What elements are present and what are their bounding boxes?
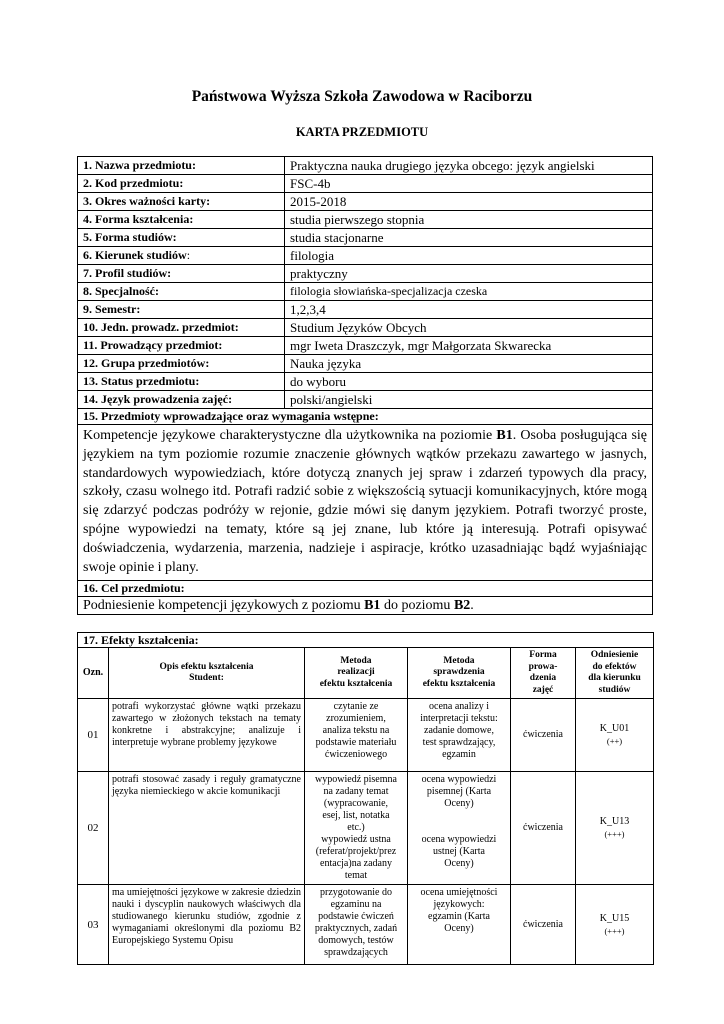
assessment-method: ocena analizy i interpretacji tekstu: zadanie domowe, test sprawdzający, egzamin [420,701,498,760]
info-label-suffix: : [186,248,191,262]
info-label-text: 7. Profil studiów: [83,266,172,280]
info-label [78,319,285,337]
info-label-text: 5. Forma studiów: [83,230,177,244]
info-value: studia stacjonarne [285,229,653,247]
info-label-text: 6. Kierunek studiów [83,248,187,262]
info-label-text: 1. Nazwa przedmiotu: [83,158,196,172]
info-label [78,175,285,193]
info-row [78,175,653,193]
reference-cell [576,885,654,965]
goal-text-mid: do poziomu [380,598,454,614]
reference-cell [576,772,654,885]
realization-method: przygotowanie do egzaminu na podstawie ćwiczeń praktycznych, zadań domowych, testów sprawdzających [305,885,408,965]
info-value: polski/angielski [285,391,653,409]
assessment-written: ocena wypowiedzi pisemnej (Karta Oceny) [421,774,497,809]
section-15-heading-row [78,409,653,425]
col-header-realizacja: Metoda realizacji efektu kształcenia [305,648,408,699]
outcome-row [78,772,654,885]
info-label-text: 4. Forma kształcenia: [83,212,194,226]
info-row [78,391,653,409]
realization-method: wypowiedź pisemna na zadany temat (wypracowanie, esej, list, notatka etc.) wypowiedź ustna (referat/projekt/prez entacja)na zadany temat [305,772,408,885]
info-label [78,373,285,391]
course-info-table [77,156,653,615]
info-label [78,247,285,265]
reference-strength: (++) [606,736,623,746]
info-row [78,373,653,391]
outcome-code: 03 [78,885,109,965]
info-row [78,265,653,283]
institution-name: Państwowa Wyższa Szkoła Zawodowa w Raciborzu [191,88,533,105]
info-label [78,265,285,283]
reference-strength: (+++) [604,925,625,936]
col-header-sprawdzenie: Metoda sprawdzenia efektu kształcenia [408,648,511,699]
col-header-ozn: Ozn. [78,648,109,699]
info-label [78,229,285,247]
class-form: ćwiczenia [511,772,576,885]
info-label [78,391,285,409]
reference-strength: (+++) [604,829,625,839]
assessment-cell [408,772,511,885]
section-15-heading: 15. Przedmioty wprowadzające oraz wymagania wstępne: [78,409,653,425]
info-label [78,355,285,373]
goal-text-start: Podniesienie kompetencji językowych z poziomu [83,598,365,614]
info-row [78,283,653,301]
info-label-text: 3. Okres ważności karty: [83,194,211,208]
col-header-odniesienie: Odniesienie do efektów dla kierunku studiów [576,648,654,699]
info-row [78,193,653,211]
prereq-text-start: Kompetencje językowe charakterystyczne dla użytkownika na poziomie [83,428,497,443]
info-value: do wyboru [285,373,653,391]
goal-level-from: B1 [364,598,381,614]
reference-code: K_U15 [599,912,630,924]
info-label-text: 9. Semestr: [83,302,141,316]
section-17-heading: 17. Efekty kształcenia: [78,633,654,648]
col-header-opis: Opis efektu kształcenia Student: [109,648,305,699]
info-value: praktyczny [285,265,653,283]
info-value: Nauka języka [285,355,653,373]
info-row [78,319,653,337]
prereq-text-rest: . Osoba posługująca się językiem na tym poziomie rozumie znaczenie głównych wątków przekazu zawartego w jasnych, standardowych wypowiedziach, które dotyczą znanych jej spraw i zdarzeń typowych dla pracy, szkoły, czasu wolnego itd. Potrafi radzić sobie z większością sytuacji komunikacyjnych, które mogą się zdarzyć podczas podróży w rejonie, gdzie mówi się danym językiem. Potrafi tworzyć proste, spójne wypowiedzi na tematy, które są jej znane, lub które ją interesują. Potrafi opisywać doświadczenia, wydarzenia, marzenia, nadzieje i aspiracje, krótko uzasadniając bądź wyjaśniając swoje opinie i plany. [83,428,647,575]
outcome-row [78,885,654,965]
info-row [78,247,653,265]
class-form: ćwiczenia [511,699,576,772]
document-title: KARTA PRZEDMIOTU [295,125,429,139]
info-row [78,355,653,373]
info-value: Praktyczna nauka drugiego języka obcego: język angielski [285,157,653,175]
info-row [78,301,653,319]
info-label-text: 13. Status przedmiotu: [83,374,200,388]
info-label [78,283,285,301]
info-row [78,157,653,175]
section-16-text-row [78,597,653,615]
info-value: mgr Iweta Draszczyk, mgr Małgorzata Skwarecka [285,337,653,355]
goal-text-end: . [470,598,474,614]
outcome-description: potrafi stosować zasady i reguły gramatyczne języka niemieckiego w akcie komunikacji [109,772,305,885]
info-label-text: 12. Grupa przedmiotów: [83,356,210,370]
info-label [78,157,285,175]
info-row [78,337,653,355]
outcome-code: 02 [78,772,109,885]
info-row [78,229,653,247]
outcome-row [78,699,654,772]
info-value: filologia słowiańska-specjalizacja czeska [285,283,653,301]
info-label [78,337,285,355]
assessment-oral: ocena wypowiedzi ustnej (Karta Oceny) [421,834,497,869]
assessment-cell [408,699,511,772]
class-form: ćwiczenia [511,885,576,965]
info-row [78,211,653,229]
prereq-level: B1 [496,428,513,443]
info-value: FSC-4b [285,175,653,193]
info-value: 2015-2018 [285,193,653,211]
info-label-text: 2. Kod przedmiotu: [83,176,184,190]
reference-code: K_U01 [599,723,630,734]
info-value: 1,2,3,4 [285,301,653,319]
info-value: filologia [285,247,653,265]
assessment-cell [408,885,511,965]
info-label-text: 14. Język prowadzenia zajęć: [83,392,233,406]
section-15-text-row [78,425,653,581]
info-label-text: 10. Jedn. prowadz. przedmiot: [83,320,239,334]
outcome-code: 01 [78,699,109,772]
info-value: Studium Języków Obcych [285,319,653,337]
info-value: studia pierwszego stopnia [285,211,653,229]
reference-cell [576,699,654,772]
outcome-description: potrafi wykorzystać główne wątki przekazu zawartego w złożonych tekstach na tematy konkretne i abstrakcyjne; analizuje i interpretuje wybrane problemy językowe [109,699,305,772]
info-label-text: 11. Prowadzący przedmiot: [83,338,223,352]
section-15-text [78,425,653,581]
reference-code: K_U13 [599,816,630,827]
info-label [78,211,285,229]
section-17-heading-row [78,633,654,648]
section-16-heading-row [78,581,653,597]
outcomes-header-row [78,648,654,699]
assessment-method: ocena umiejętności językowych: egzamin (Karta Oceny) [420,887,498,934]
outcome-description: ma umiejętności językowe w zakresie dziedzin nauki i dyscyplin naukowych właściwych dla studiowanego kierunku studiów, zgodnie z wymaganiami określonymi dla poziomu B2 Europejskiego Systemu Opisu [109,885,305,965]
info-label [78,193,285,211]
col-header-forma: Forma prowa- dzenia zajęć [511,648,576,699]
section-16-text [78,597,653,615]
goal-level-to: B2 [453,598,471,614]
section-16-heading: 16. Cel przedmiotu: [78,581,653,597]
learning-outcomes-table [77,632,654,965]
info-label-text: 8. Specjalność: [83,284,159,298]
realization-method: czytanie ze zrozumieniem, analiza tekstu na podstawie materiału ćwiczeniowego [305,699,408,772]
info-label [78,301,285,319]
